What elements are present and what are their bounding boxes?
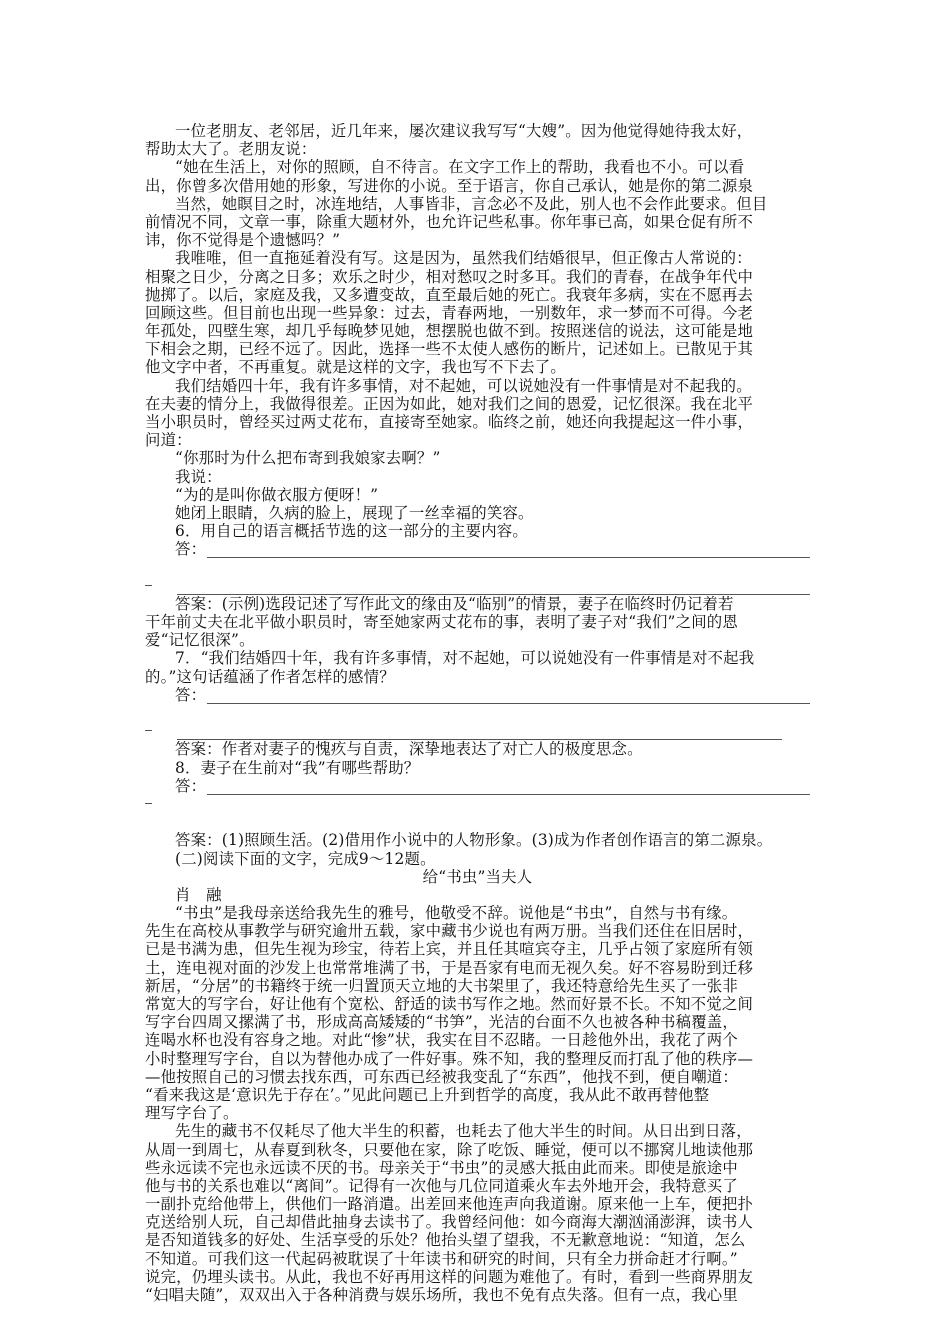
article-line: 从周一到周七，从春夏到秋冬，只要他在家，除了吃饭、睡觉，便可以不挪窝儿地读他那	[145, 1140, 754, 1159]
paragraph-line: 出，你曾多次借用她的形象，写进你的小说。至于语言，你自己承认，她是你的第二源泉	[145, 176, 754, 195]
article-line: 不知道。可我们这一代起码被耽误了十年读书和研究的时间，只有全力拼命赶才行啊。”	[145, 1249, 738, 1268]
article-line: 先生的藏书不仅耗尽了他大半生的积蓄，也耗去了他大半生的时间。从日出到日落，	[175, 1122, 752, 1141]
paragraph-line: 问道：	[145, 431, 192, 450]
paragraph-line: 抛掷了。以后，家庭及我，又多遭变故，直至最后她的死亡。我衰年多病，实在不愿再去	[145, 285, 754, 304]
answer-label: 答：	[175, 776, 207, 795]
article-line: —他按照自己的习惯去找东西，可东西已经被我变乱了“东西”，他找不到，便自嘲道：	[145, 1067, 738, 1086]
answer-text-8: 答案：(1)照顾生活。(2)借用作小说中的人物形象。(3)成为作者创作语言的第二源泉。	[175, 831, 773, 850]
article-line: 土，连电视对面的沙发上也常常堆满了书，于是吾家有电而无视久矣。好不容易盼到迁移	[145, 958, 754, 977]
question-6: 6．用自己的语言概括节选的这一部分的主要内容。	[175, 522, 528, 541]
paragraph-line: 当然，她瞑目之时，冰连地结，人事皆非，言念必不及此，别人也不会作此要求。但目	[175, 194, 768, 213]
paragraph-line: 讳，你不觉得是个遗憾吗？”	[145, 231, 341, 250]
paragraph-line: 一位老朋友、老邻居，近几年来，屡次建议我写写“大嫂”。因为他觉得她待我太好，	[175, 122, 753, 140]
article-line: 说完，仍埋头读书。从此，我也不好再用这样的问题为难他了。有时，看到一些商界朋友	[145, 1267, 754, 1286]
article-line: 克送给别人玩，自己却借此抽身去读书了。我曾经问他：如今商海大潮汹涌澎湃，读书人	[145, 1213, 754, 1232]
paragraph-line: 我们结婚四十年，我有许多事情，对不起她，可以说她没有一件事情是对不起我的。	[175, 376, 752, 395]
document-page	[145, 122, 810, 1304]
article-author: 肖 融	[175, 885, 222, 904]
paragraph-line: 当小职员时，曾经买过两丈花布，直接寄至她家。临终之前，她还向我提起这一件小事，	[145, 413, 754, 431]
article-title: 给“书虫”当夫人	[422, 867, 533, 886]
answer-label: 答：	[175, 685, 207, 704]
answer-text-7: 答案：作者对妻子的愧疚与自责，深挚地表达了对亡人的极度思念。	[175, 740, 643, 759]
answer-field-7-continued[interactable]	[145, 722, 810, 740]
answer-rule	[207, 703, 810, 704]
article-line: 新居，“分居”的书籍终于统一归置顶天立地的大书架里了，我还特意给先生买了一张非	[145, 976, 738, 995]
article-line: 小时整理写字台，自以为替他办成了一件好事。殊不知，我的整理反而打乱了他的秩序—	[145, 1049, 754, 1068]
article-line: 连喝水杯也没有容身之地。对此“惨”状，我实在目不忍睹。一日趁他外出，我花了两个	[145, 1031, 738, 1050]
dialog-line: 她闭上眼睛，久病的脸上，展现了一丝幸福的笑容。	[175, 503, 534, 522]
answer-rule	[177, 594, 810, 595]
article-line: “看来我这是‘意识先于存在’。”见此问题已上升到哲学的高度，我从此不敢再替他整	[145, 1085, 710, 1104]
article-line: 一副扑克给他带上，供他们一路消遣。出差回来他连声向我道谢。原来他一上车，便把扑	[145, 1195, 754, 1214]
paragraph-line: 相聚之日少，分离之日多；欢乐之时少，相对愁叹之时多耳。我们的青春，在战争年代中	[145, 267, 754, 286]
answer-field-7[interactable]	[145, 686, 810, 704]
answer-text-6: 干年前丈夫在北平做小职员时，寄至她家两丈花布的事，表明了妻子对“我们”之间的恩	[145, 613, 738, 632]
answer-label: 答：	[175, 540, 207, 559]
paragraph-line: “她在生活上，对你的照顾，自不待言。在文字工作上的帮助，我看也不小。可以看	[175, 158, 745, 177]
answer-rule	[177, 739, 782, 740]
dash-mark	[145, 585, 152, 586]
article-line: “书虫”是我母亲送给我先生的雅号，他敬受不辞。说他是“书虫”，自然与书有缘。	[175, 904, 738, 923]
article-line: 先生在高校从事教学与研究逾卅五载，家中藏书少说也有两万册。当我们还住在旧居时，	[145, 922, 754, 941]
paragraph-line: 帮助太大了。老朋友说：	[145, 140, 317, 159]
answer-text-6: 爱“记忆很深”。	[145, 631, 255, 650]
dash-mark	[145, 730, 152, 731]
paragraph-line: 回顾这些。但目前也出现一些异象：过去，青春两地，一别数年，求一梦而不可得。今老	[145, 303, 754, 322]
paragraph-line: 我唯唯，但一直拖延着没有写。这是因为，虽然我们结婚很早，但正像古人常说的：	[175, 249, 752, 268]
section-heading: (二)阅读下面的文字，完成9～12题。	[175, 849, 436, 868]
answer-rule	[207, 557, 810, 558]
answer-field-8-continued[interactable]	[145, 795, 810, 813]
article-line: 些永远读不完也永远读不厌的书。母亲关于“书虫”的灵感大抵由此而来。即使是旅途中	[145, 1158, 738, 1177]
article-line: 他与书的关系也难以“离间”。记得有一次他与几位同道乘火车去外地开会，我特意买了	[145, 1176, 738, 1195]
answer-field-6-continued[interactable]	[145, 577, 810, 595]
answer-field-6[interactable]	[145, 540, 810, 558]
question-7: 7．“我们结婚四十年，我有许多事情，对不起她，可以说她没有一件事情是对不起我	[175, 649, 755, 668]
dash-mark	[145, 803, 152, 804]
answer-text-6: 答案：(示例)选段记述了写作此文的缘由及“临别”的情景，妻子在临终时仍记着若	[175, 594, 734, 613]
article-line: 写字台四周又摞满了书，形成高高矮矮的“书笋”，光洁的台面不久也被各种书稿覆盖，	[145, 1013, 738, 1032]
article-line: 是否知道钱多的好处、生活享受的乐处？他抬头望了望我，不无歉意地说：“知道，怎么	[145, 1231, 746, 1250]
paragraph-line: 他文字中者，不再重复。就是这样的文字，我也写不下去了。	[145, 358, 566, 377]
paragraph-line: 前情况不同，文章一事，除重大题材外，也允许记些私事。你年事已高，如果仓促有所不	[145, 212, 754, 231]
article-line: 常宽大的写字台，好让他有个宽松、舒适的读书写作之地。然而好景不长。不知不觉之间	[145, 995, 754, 1013]
article-line: “妇唱夫随”，双双出入于各种消费与娱乐场所，我也不免有点失落。但有一点，我心里	[145, 1286, 738, 1304]
question-8: 8．妻子在生前对“我”有哪些帮助？	[175, 758, 420, 777]
dialog-line: “为的是叫你做衣服方便呀！”	[175, 485, 379, 504]
paragraph-line: 在夫妻的情分上，我做得很差。正因为如此，她对我们之间的恩爱，记忆很深。我在北平	[145, 394, 754, 413]
paragraph-line: 下相会之期，已经不远了。因此，选择一些不太使人感伤的断片，记述如上。已散见于其	[145, 340, 754, 359]
article-line: 已是书满为患，但先生视为珍宝，待若上宾，并且任其喧宾夺主，几乎占领了家庭所有领	[145, 940, 754, 959]
dialog-line: 我说：	[175, 467, 222, 486]
article-line: 理写字台了。	[145, 1104, 239, 1123]
dialog-line: “你那时为什么把布寄到我娘家去啊？”	[175, 449, 441, 468]
question-7: 的。”这句话蕴涵了作者怎样的感情？	[145, 667, 395, 686]
paragraph-line: 年孤处，四壁生寒，却几乎每晚梦见她，想摆脱也做不到。按照迷信的说法，这可能是地	[145, 322, 754, 341]
answer-field-8[interactable]	[145, 777, 810, 795]
